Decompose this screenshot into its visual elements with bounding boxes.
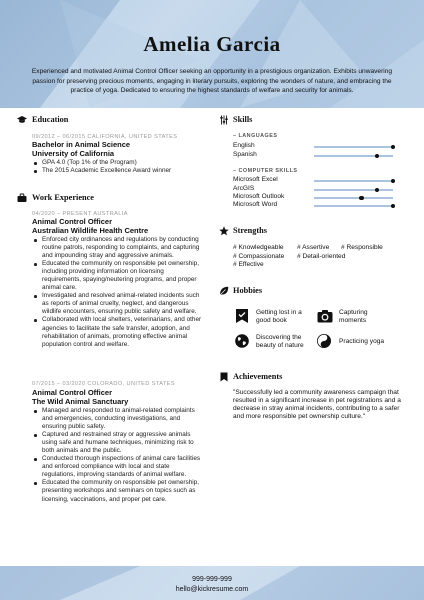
strength-tag: # Compassionate xyxy=(233,253,285,260)
skill-name: ArcGIS xyxy=(233,185,255,192)
job-company: The Wild Animal Sanctuary xyxy=(32,397,129,406)
skill-level-marker xyxy=(391,145,396,150)
hobby-label: Discovering the beauty of nature xyxy=(256,334,304,349)
skill-level-marker xyxy=(359,196,364,201)
leaf-icon xyxy=(219,286,229,296)
list-item: Captured and restrained stray or aggressive animals using safe and humane techniques, minimizing risk to both animals and the public. xyxy=(32,431,202,455)
skills-heading: Skills xyxy=(233,115,253,124)
footer-background-pattern xyxy=(0,566,424,600)
computer-skills-label: – COMPUTER SKILLS xyxy=(233,168,298,174)
skill-name: Microsoft Word xyxy=(233,201,278,208)
strength-tag: # Responsible xyxy=(341,244,383,251)
skill-level-bar xyxy=(314,197,393,199)
strength-tag: # Knowledgeable xyxy=(233,244,284,251)
skill-level-marker xyxy=(391,204,396,209)
list-item: Educated the community on responsible pet ownership, including providing information on licensing requirements, spaying/neutering programs, and proper animal care. xyxy=(32,260,202,292)
achievement-text: "Successfully led a community awareness campaign that resulted in a significant increase in pet registrations and a decrease in stray animal incidents, contributing to a safer and more responsible pet ownership culture." xyxy=(233,389,401,421)
candidate-name: Amelia Garcia xyxy=(143,32,281,56)
strength-tag: # Assertive xyxy=(297,244,330,251)
strength-tag: # Detail-oriented xyxy=(297,253,346,260)
sliders-icon xyxy=(219,115,229,125)
star-icon xyxy=(219,226,229,236)
job-title: Animal Control Officer xyxy=(32,217,113,226)
camera-icon xyxy=(317,309,333,323)
list-item: Managed and responded to animal-related complaints and emergencies, conducting investigations, and ensuring public safety. xyxy=(32,407,202,431)
education-meta: 09/2012 – 06/2015 CALIFORNIA, UNITED STATES xyxy=(32,134,178,140)
job-meta: 04/2020 – PRESENT AUSTRALIA xyxy=(32,211,128,217)
hobby-label: Getting lost in a good book xyxy=(256,309,302,324)
skill-name: Spanish xyxy=(233,151,257,158)
skill-name: English xyxy=(233,142,255,149)
bookmark-icon xyxy=(235,309,249,323)
profile-summary: Experienced and motivated Animal Control Officer seeking an opportunity in a prestigious organization. Exhibits unwavering passion for preserving precious moments, engaging in literary pursuits, exploring the wonders of nature, and embracing the practice of yoga. Dedicated to ensuring the highest standards of welfare and security for animals. xyxy=(31,68,393,95)
list-item: The 2015 Academic Excellence Award winner xyxy=(32,167,202,175)
list-item: Enforced city ordinances and regulations by conducting routine patrols, responding to complaints, and capturing and impounding stray and aggressive animals. xyxy=(32,236,202,260)
job-bullets xyxy=(32,236,202,349)
skill-level-marker xyxy=(391,179,396,184)
skill-level-bar xyxy=(314,155,393,157)
list-item: Educated the community on responsible pet ownership, presenting workshops and seminars on topics such as licensing, vaccinations, and proper pet care. xyxy=(32,479,202,503)
briefcase-icon xyxy=(17,193,27,203)
education-heading: Education xyxy=(32,115,69,124)
bookmark-small-icon xyxy=(219,372,229,382)
hobbies-heading: Hobbies xyxy=(233,286,263,295)
job-meta: 07/2015 – 03/2020 COLORADO, UNITED STATES xyxy=(32,381,176,387)
strength-tag: # Effective xyxy=(233,261,264,268)
footer-banner xyxy=(0,566,424,600)
education-school: University of California xyxy=(32,149,115,158)
job-bullets xyxy=(32,407,202,504)
job-title: Animal Control Officer xyxy=(32,388,113,397)
skill-name: Microsoft Outlook xyxy=(233,193,285,200)
list-item: GPA 4.0 (Top 1% of the Program) xyxy=(32,159,202,167)
skill-level-bar xyxy=(314,205,393,207)
list-item: Collaborated with local shelters, veterinarians, and other agencies to facilitate the safe transfer, adoption, and rehabilitation of animals, promoting effective animal population control and welfare. xyxy=(32,316,202,348)
list-item: Conducted thorough inspections of animal care facilities and enforced compliance with local and state regulations, improving standards of animal welfare. xyxy=(32,455,202,479)
header-banner xyxy=(0,0,424,108)
hobby-label: Capturing moments xyxy=(339,309,368,324)
education-degree: Bachelor in Animal Science xyxy=(32,140,131,149)
globe-icon xyxy=(235,334,249,348)
skill-level-bar xyxy=(314,180,393,182)
yin-yang-icon xyxy=(317,334,331,348)
job-company: Australian Wildlife Health Centre xyxy=(32,226,149,235)
skill-name: Microsoft Excel xyxy=(233,176,278,183)
languages-label: – LANGUAGES xyxy=(233,133,278,139)
contact-email[interactable]: hello@kickresume.com xyxy=(175,586,249,593)
strengths-heading: Strengths xyxy=(233,226,267,235)
skill-level-marker xyxy=(375,154,380,159)
education-bullets xyxy=(32,159,202,175)
list-item: Investigated and resolved animal-related incidents such as reports of animal cruelty, neglect, and dangerous wildlife encounters, ensuring public safety and welfare. xyxy=(32,292,202,316)
graduation-cap-icon xyxy=(17,115,27,125)
hobby-label: Practicing yoga xyxy=(339,338,385,345)
skill-level-bar xyxy=(314,189,393,191)
contact-phone[interactable]: 999-999-999 xyxy=(192,576,232,583)
work-experience-heading: Work Experience xyxy=(32,193,94,202)
skill-level-bar xyxy=(314,146,393,148)
achievements-heading: Achievements xyxy=(233,372,283,381)
skill-level-marker xyxy=(375,188,380,193)
